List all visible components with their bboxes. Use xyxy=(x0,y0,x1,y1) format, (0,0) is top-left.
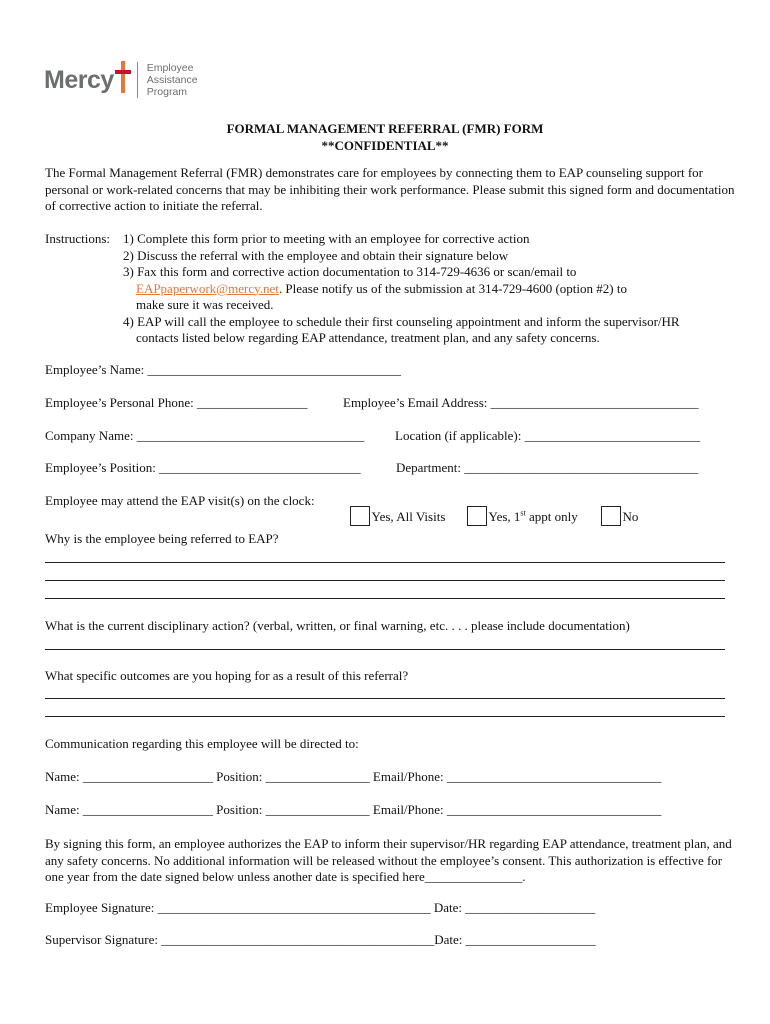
cross-icon xyxy=(115,61,131,93)
employee-name-field[interactable]: Employee’s Name: _______________________________________ xyxy=(45,362,402,377)
title-line-2: **CONFIDENTIAL** xyxy=(321,138,449,153)
position-field[interactable]: Employee’s Position: _______________________________ xyxy=(45,460,361,475)
answer-line[interactable] xyxy=(45,562,725,563)
title-line-1: FORMAL MANAGEMENT REFERRAL (FMR) FORM xyxy=(226,121,544,136)
checkbox-no[interactable] xyxy=(601,506,621,526)
answer-line[interactable] xyxy=(45,698,725,699)
authorization-paragraph: By signing this form, an employee authorizes the EAP to inform their supervisor/HR regarding EAP attendance, treatment plan, and any safety concerns. No additional information will be released without the employee’s consent. This authorization is effective for one year from the date signed below unless another date is specified here_______________. xyxy=(45,836,732,884)
logo-brand: Mercy xyxy=(44,65,114,94)
question-why-referred: Why is the employee being referred to EAP? xyxy=(45,531,279,546)
answer-line[interactable] xyxy=(45,598,725,599)
supervisor-signature-field[interactable]: Supervisor Signature: __________________________________________Date: ____________________ xyxy=(45,932,596,947)
instruction-step-1: 1) Complete this form prior to meeting with an employee for corrective action xyxy=(123,231,530,246)
contact-row[interactable]: Name: ____________________ Position: ________________ Email/Phone: _________________________________ xyxy=(45,769,662,784)
mercy-eap-logo xyxy=(44,60,198,100)
clock-question: Employee may attend the EAP visit(s) on the clock: xyxy=(45,493,315,508)
logo-subtitle: Employee Assistance Program xyxy=(146,62,198,98)
email-address-field[interactable]: Employee’s Email Address: ________________________________ xyxy=(343,395,699,410)
question-disciplinary-action: What is the current disciplinary action? (verbal, written, or final warning, etc. . . . please include documentation) xyxy=(45,618,630,633)
logo-divider xyxy=(137,62,138,98)
department-field[interactable]: Department: ____________________________________ xyxy=(396,460,699,475)
form-title xyxy=(0,120,770,154)
instruction-step-2: 2) Discuss the referral with the employee and obtain their signature below xyxy=(123,247,509,263)
checkbox-yes-first-appt[interactable] xyxy=(467,506,487,526)
instruction-step-3: 3) Fax this form and corrective action documentation to 314-729-4636 or scan/email to xyxy=(123,264,577,279)
instructions-label: Instructions: xyxy=(45,231,110,246)
answer-line[interactable] xyxy=(45,580,725,581)
instruction-step-4: 4) EAP will call the employee to schedule their first counseling appointment and inform the supervisor/HR xyxy=(123,313,680,329)
personal-phone-field[interactable]: Employee’s Personal Phone: _________________ xyxy=(45,395,308,410)
communication-heading: Communication regarding this employee will be directed to: xyxy=(45,736,359,751)
option-yes-all-visits[interactable]: Yes, All Visits xyxy=(343,489,445,526)
answer-line[interactable] xyxy=(45,716,725,717)
company-name-field[interactable]: Company Name: ___________________________________ xyxy=(45,428,365,443)
checkbox-yes-all-visits[interactable] xyxy=(350,506,370,526)
option-yes-first-appt[interactable]: Yes, 1st appt only xyxy=(460,489,578,526)
question-outcomes: What specific outcomes are you hoping for as a result of this referral? xyxy=(45,668,409,683)
intro-paragraph: The Formal Management Referral (FMR) demonstrates care for employees by connecting them to EAP counseling support for personal or work-related concerns that may be inhibiting their work performance. Please submit this signed form and documentation of corrective action to initiate the referral. xyxy=(45,165,735,213)
option-no[interactable]: No xyxy=(594,489,638,526)
eap-email-link[interactable]: EAPpaperwork@mercy.net xyxy=(136,280,279,296)
employee-signature-field[interactable]: Employee Signature: __________________________________________ Date: ____________________ xyxy=(45,900,596,915)
location-field[interactable]: Location (if applicable): ___________________________ xyxy=(395,428,701,443)
answer-line[interactable] xyxy=(45,649,725,650)
contact-row[interactable]: Name: ____________________ Position: ________________ Email/Phone: _________________________________ xyxy=(45,802,662,817)
